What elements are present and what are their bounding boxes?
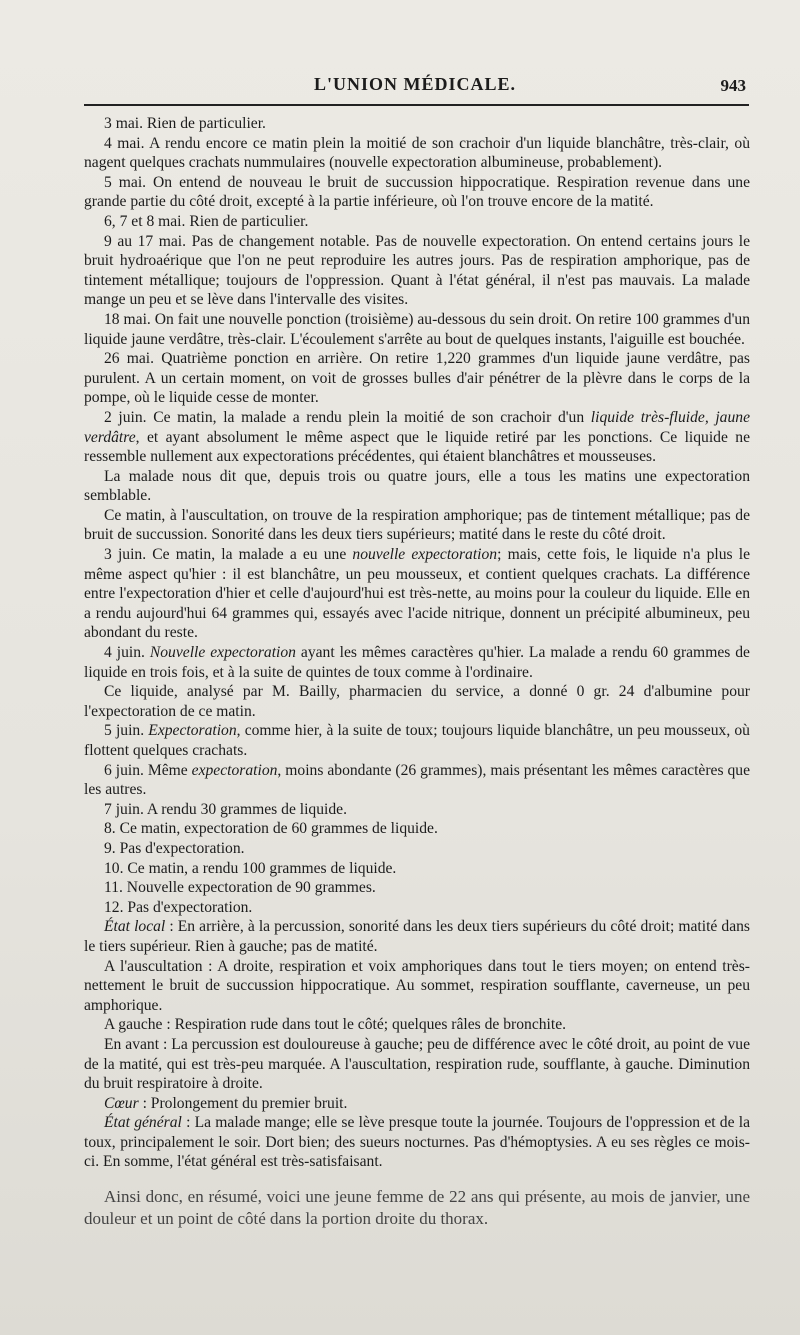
italic-run: Nouvelle expectoration	[149, 644, 296, 662]
text-run: : La malade mange; elle se lève presque toute la journée. Toujours de l'oppression et de la toux, principalement le soir. Dort bien; des sueurs nocturnes. Pas d'hémoptysies. A eu ses règles ce mois-ci. En somme, l'état général est très-satisfaisant.	[84, 1114, 750, 1171]
italic-run: liquide très-fluide, jaune verdâtre	[84, 408, 750, 446]
text-run: , comme hier, à la suite de toux; toujours liquide blanchâtre, un peu mousseux, où flottent quelques crachats.	[84, 722, 750, 759]
paragraph	[84, 643, 750, 682]
italic-run: expectoration	[191, 761, 278, 779]
page-number: 943	[720, 76, 746, 95]
paragraph	[84, 545, 750, 643]
text-run: La malade nous dit que, depuis trois ou quatre jours, elle a tous les matins une expectoration semblable.	[84, 467, 750, 505]
paragraph	[84, 859, 750, 879]
text-run: Ainsi donc, en résumé, voici une jeune femme de 22 ans qui présente, au mois de janvier, une douleur et un point de côté dans la portion droite du thorax.	[84, 1187, 750, 1229]
paragraph	[84, 232, 750, 310]
italic-run: État local	[104, 918, 166, 936]
text-run: 6 juin. Même	[104, 761, 192, 779]
text-run: 18 mai. On fait une nouvelle ponction (troisième) au-dessous du sein droit. On retire 100 grammes d'un liquide jaune verdâtre, très-clair. L'écoulement s'arrête au bout de quelques instants, l'aiguille est bouchée.	[84, 310, 750, 348]
text-run: 12. Pas d'expectoration.	[104, 898, 253, 916]
italic-run: nouvelle expectoration	[352, 546, 498, 564]
paragraph	[84, 212, 750, 232]
paragraph	[84, 1113, 750, 1172]
text-run: 4 juin.	[104, 644, 150, 662]
text-run: , moins abondante (26 grammes), mais présentant les mêmes caractères que les autres.	[84, 761, 750, 799]
text-run: : Prolongement du premier bruit.	[138, 1094, 348, 1112]
paragraph	[84, 310, 750, 349]
text-run: 26 mai. Quatrième ponction en arrière. On retire 1,220 grammes d'un liquide jaune verdâtre, pas purulent. A un certain moment, on voit de grosses bulles d'air pénétrer de la plèvre dans le corps de la pompe, où le liquide cesse de monter.	[84, 350, 750, 407]
paragraph	[84, 1094, 750, 1114]
paragraph	[84, 1015, 750, 1035]
text-run: A l'auscultation : A droite, respiration et voix amphoriques dans tout le tiers moyen; on entend très-nettement le bruit de succussion hippocratique. Au sommet, respiration soufflante, caverneuse, un peu amphorique.	[84, 957, 750, 1014]
text-run: 3 juin. Ce matin, la malade a eu une	[104, 546, 353, 564]
paragraph	[84, 114, 750, 134]
running-header	[80, 74, 750, 102]
text-run: 5 mai. On entend de nouveau le bruit de succussion hippocratique. Respiration revenue dans une grande partie du côté droit, excepté à la partie inférieure, où l'on trouve encore de la matité.	[84, 173, 750, 211]
text-run: 3 mai. Rien de particulier.	[104, 115, 266, 132]
italic-run: Cœur	[104, 1094, 139, 1112]
text-run: : En arrière, à la percussion, sonorité dans les deux tiers supérieurs du côté droit; matité dans le tiers supérieur. Rien à gauche; pas de matité.	[84, 918, 750, 955]
text-run: Ce liquide, analysé par M. Bailly, pharmacien du service, a donné 0 gr. 24 d'albumine pour l'expectoration de ce matin.	[84, 683, 750, 720]
paragraph	[84, 761, 750, 800]
italic-run: État général	[104, 1114, 182, 1132]
text-run: Ce matin, à l'auscultation, on trouve de la respiration amphorique; pas de tintement métallique; pas de bruit de succussion. Sonorité dans les deux tiers supérieurs; matité dans le reste du côté droit.	[84, 506, 750, 544]
paragraph	[84, 1186, 750, 1230]
text-run: A gauche : Respiration rude dans tout le côté; quelques râles de bronchite.	[104, 1016, 567, 1034]
paragraph	[84, 682, 750, 721]
paragraph	[84, 819, 750, 839]
text-run: , et ayant absolument le même aspect que le liquide retiré par les ponctions. Ce liquide ne ressemble nullement aux expectorations précédentes, qui étaient blanchâtres et mousseuses.	[84, 428, 750, 466]
text-run: En avant : La percussion est douloureuse à gauche; peu de différence avec le côté droit, au point de vue de la matité, qui est très-peu marquée. A l'auscultation, respiration rude, soufflante, à gauche. Diminution du bruit respiratoire à droite.	[84, 1035, 750, 1093]
text-run: 10. Ce matin, a rendu 100 grammes de liquide.	[104, 859, 397, 877]
paragraph	[84, 134, 750, 173]
paragraph	[84, 898, 750, 918]
paragraph	[84, 917, 750, 956]
header-rule	[84, 104, 749, 106]
paragraph	[84, 506, 750, 545]
text-run: 9. Pas d'expectoration.	[104, 839, 245, 857]
text-run: 7 juin. A rendu 30 grammes de liquide.	[104, 800, 347, 818]
journal-title: L'UNION MÉDICALE.	[313, 74, 517, 94]
italic-run: Expectoration	[148, 722, 237, 740]
text-run: 8. Ce matin, expectoration de 60 grammes de liquide.	[104, 820, 438, 838]
text-run: 2 juin. Ce matin, la malade a rendu plein la moitié de son crachoir d'un	[104, 408, 591, 426]
text-run: 4 mai. A rendu encore ce matin plein la moitié de son crachoir d'un liquide blanchâtre, très-clair, où nagent quelques crachats nummulaires (nouvelle expectoration albumineuse, probablement).	[84, 134, 750, 172]
paragraph	[84, 349, 750, 408]
paragraph	[84, 878, 750, 898]
text-run: 6, 7 et 8 mai. Rien de particulier.	[104, 212, 309, 230]
paragraph	[84, 721, 750, 760]
text-run: ; mais, cette fois, le liquide n'a plus le même aspect qu'hier : il est blanchâtre, un peu mousseux, et contient quelques crachats. La différence entre l'expectoration d'hier et celle d'aujourd'hui est très-nette, au moins pour la couleur du liquide. Elle en a rendu aujourd'hui 64 grammes qui, essayés avec l'acide nitrique, donnent un précipité albumineux, peu abondant du reste.	[84, 546, 750, 642]
paragraph	[84, 957, 750, 1016]
paragraph	[84, 408, 750, 467]
paragraph	[84, 800, 750, 820]
paragraph	[84, 173, 750, 212]
text-run: ayant les mêmes caractères qu'hier. La malade a rendu 60 grammes de liquide en trois fois, et à la suite de quintes de toux comme à l'ordinaire.	[84, 644, 750, 681]
text-run: 9 au 17 mai. Pas de changement notable. Pas de nouvelle expectoration. On entend certains jours le bruit hydroaérique que l'on ne peut reproduire les autres jours. Pas de respiration amphorique, pas de tintement métallique; toujours de l'oppression. Quant à l'état général, il n'est pas mauvais. La malade mange un peu et se lève dans l'intervalle des visites.	[84, 232, 750, 309]
text-run: 11. Nouvelle expectoration de 90 grammes.	[104, 879, 376, 897]
paragraph	[84, 467, 750, 506]
paragraph	[84, 839, 750, 859]
text-run: 5 juin.	[104, 722, 149, 740]
paragraph	[84, 1035, 750, 1094]
body-text	[84, 114, 750, 1230]
